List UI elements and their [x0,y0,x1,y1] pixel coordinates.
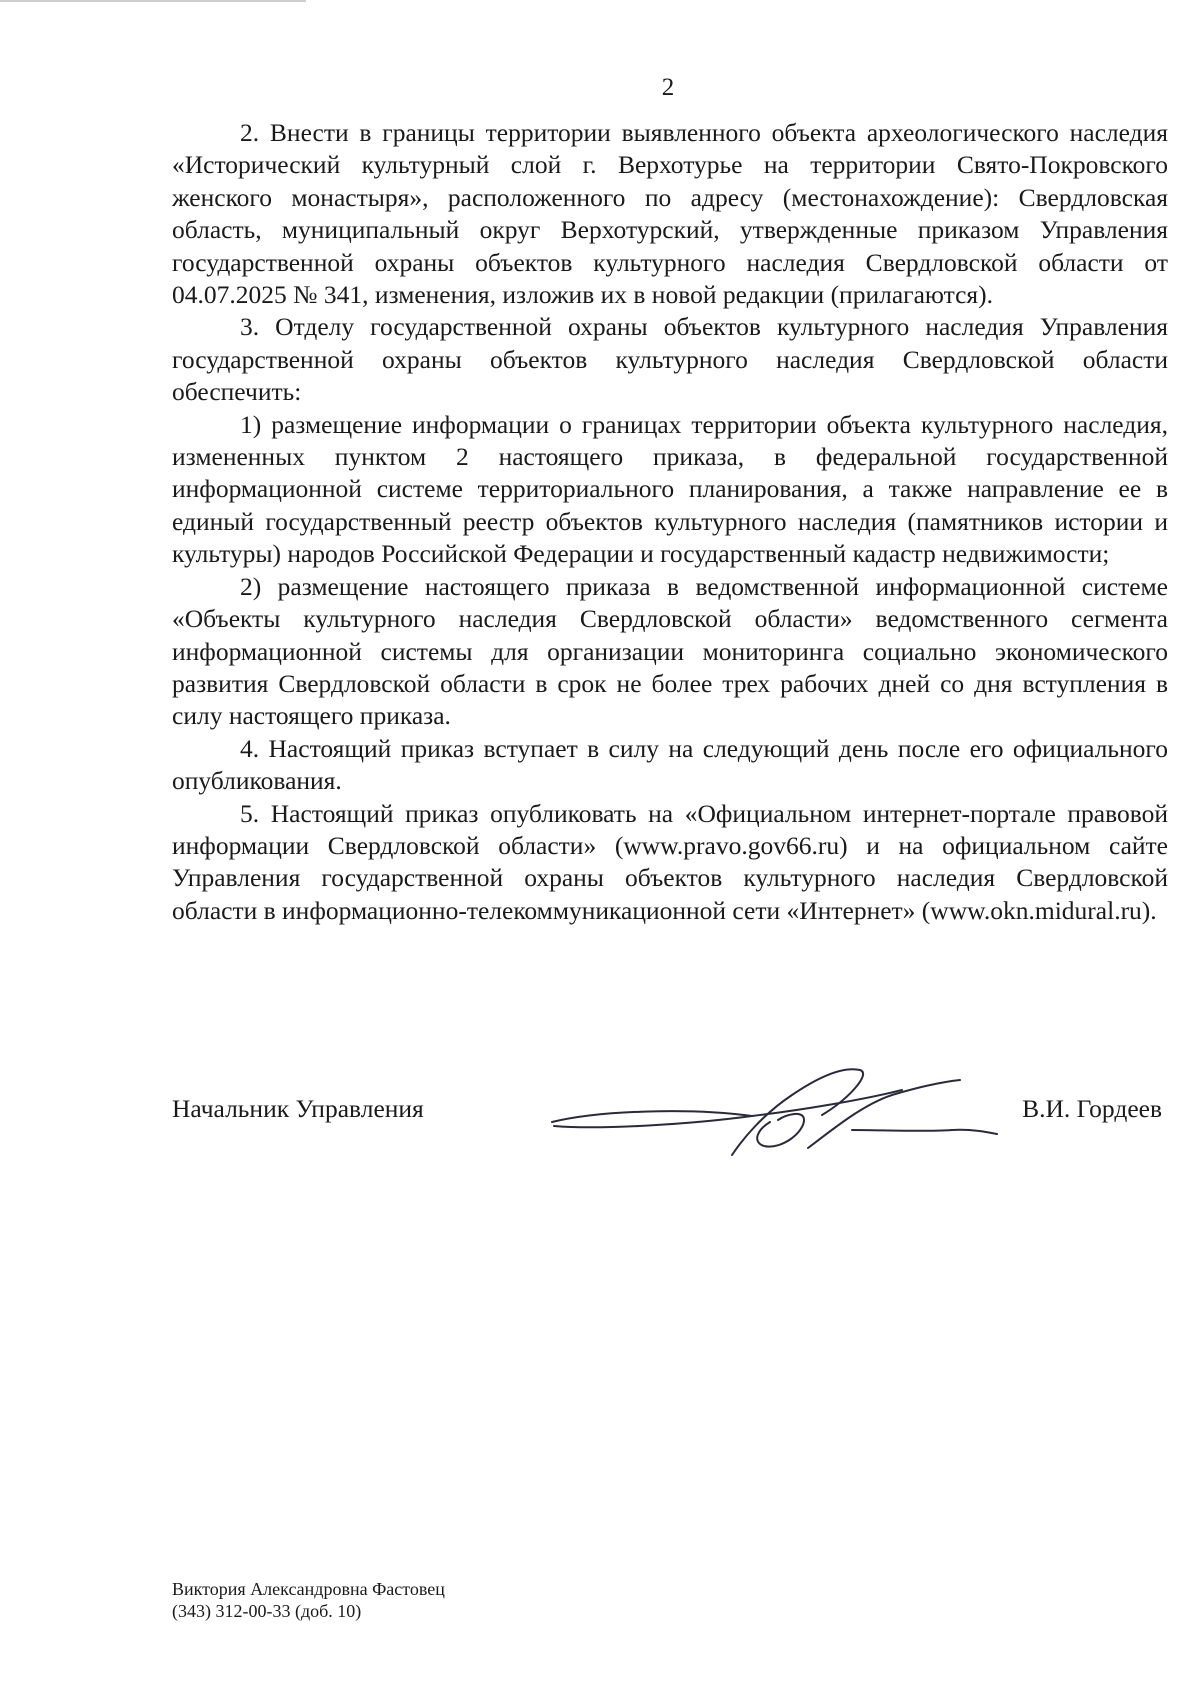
signature-block [172,1080,1168,1170]
executor-phone: (343) 312-00-33 (доб. 10) [172,1601,362,1621]
page-number: 2 [661,74,675,101]
executor-info [172,1578,445,1622]
paragraph-item-3: 3. Отделу государственной охраны объектов культурного наследия Управления государственной охраны объектов культурного наследия Свердловской области обеспечить: [172,312,1168,407]
subparagraph-2: 2) размещение настоящего приказа в ведомственной информационной системе «Объекты культурного наследия Свердловской области» ведомственного сегмента информационной системы для организации мониторинга социально экономического развития Свердловской области в срок не более трех рабочих дней со дня вступления в силу настоящего приказа. [172,571,1168,731]
paragraph-item-5: 5. Настоящий приказ опубликовать на «Официальном интернет-портале правовой информации Свердловской области» (www.pravo.gov66.ru) и на официальном сайте Управления государственной охраны объектов культурного наследия Свердловской области в информационно-телекоммуникационной сети «Интернет» (www.okn.midural.ru). [172,798,1168,925]
paragraph-item-2: 2. Внести в границы территории выявленного объекта археологического наследия «Исторический культурный слой г. Верхотурье на территории Свято-Покровского женского монастыря», расположенного по адресу (местонахождение): Свердловская область, муниципальный округ Верхотурский, утвержденные приказом Управления государственной охраны объектов культурного наследия Свердловской области от 04.07.2025 № 341, изменения, изложив их в новой редакции (прилагаются). [172,118,1168,310]
subparagraph-1: 1) размещение информации о границах территории объекта культурного наследия, измененных пунктом 2 настоящего приказа, в федеральной государственной информационной системе территориального планирования, а также направление ее в единый государственный реестр объектов культурного наследия (памятников истории и культуры) народов Российской Федерации и государственный кадастр недвижимости; [172,409,1168,569]
executor-name: Виктория Александровна Фастовец [172,1579,445,1599]
handwritten-signature [542,1060,1062,1170]
scan-edge-line [0,0,306,2]
paragraph-item-4: 4. Настоящий приказ вступает в силу на следующий день после его официального опубликования. [172,733,1168,796]
signer-name: В.И. Гордеев [1022,1094,1162,1123]
document-body [172,117,1168,927]
signer-position: Начальник Управления [172,1094,424,1123]
